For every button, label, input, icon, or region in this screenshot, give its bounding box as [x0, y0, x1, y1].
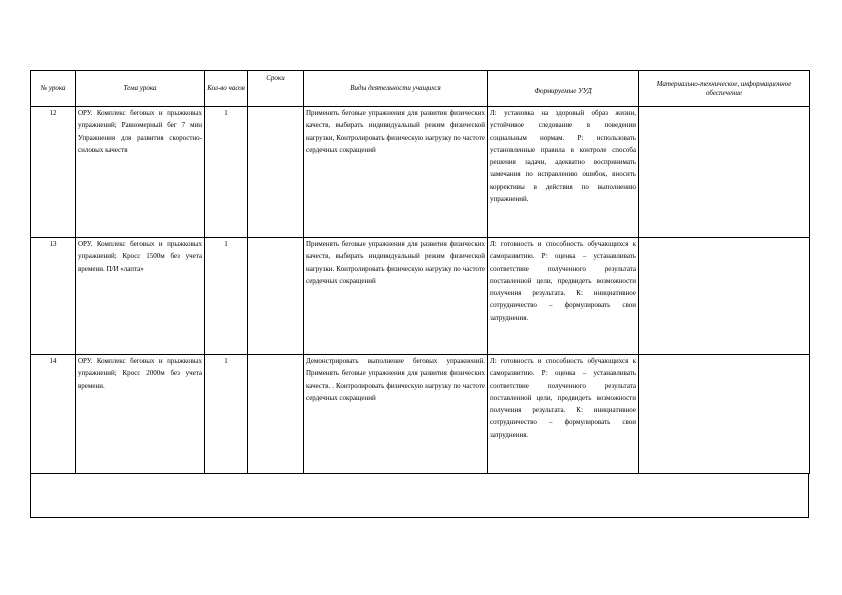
header-dates: Сроки [248, 71, 304, 107]
cell-lesson-number: 12 [31, 107, 76, 238]
empty-footer-box [30, 474, 809, 518]
header-topic: Тема урока [76, 71, 205, 107]
cell-activities: Применять беговые упражнения для развития физических качеств, выбирать индивидуальный режим физической нагрузки, Контролировать физическую нагрузку по частоте сердечных сокращений [304, 107, 488, 238]
cell-hours: 1 [205, 107, 248, 238]
cell-hours: 1 [205, 355, 248, 474]
cell-topic: ОРУ. Комплекс беговых и прыжковых упражнений; Кросс 1500м без учета времени. П/И «лапта» [76, 238, 205, 355]
table-row [31, 238, 810, 355]
cell-lesson-number: 14 [31, 355, 76, 474]
cell-topic: ОРУ. Комплекс беговых и прыжковых упражнений; Равномерный бег 7 мин Упражнения для развития скоростно-силовых качеств [76, 107, 205, 238]
cell-dates [248, 355, 304, 474]
lesson-plan-table [30, 70, 810, 474]
cell-materials [639, 238, 810, 355]
cell-uud: Л: готовность и способность обучающихся к саморазвитию. Р: оценка – устанавливать соответствие полученного результата поставленной цели, предвидеть возможности получения результата. К: инициативное сотрудничество – формулировать свои затруднения. [488, 238, 639, 355]
header-uud: Формируемые УУД [488, 71, 639, 107]
table-header-row [31, 71, 810, 107]
table-row [31, 355, 810, 474]
cell-activities: Демонстрировать выполнение беговых упражнений. Применять беговые упражнения для развития физических качеств. . Контролировать физическую нагрузку по частоте сердечных сокращений [304, 355, 488, 474]
cell-materials [639, 107, 810, 238]
cell-uud: Л: готовность и способность обучающихся к саморазвитию. Р: оценка – устанавливать соответствие полученного результата поставленной цели, предвидеть возможности получения результата. К: инициативное сотрудничество – формулировать свои затруднения. [488, 355, 639, 474]
header-materials: Материально-техническое, информационное обеспечение [639, 71, 810, 107]
cell-activities: Применять беговые упражнения для развития физических качеств, выбирать индивидуальный режим физической нагрузки. Контролировать физическую нагрузку по частоте сердечных сокращений [304, 238, 488, 355]
header-lesson-number: № урока [31, 71, 76, 107]
cell-uud: Л: установка на здоровый образ жизни, устойчивое следование в поведении социальным нормам. Р: использовать установленные правила в контроле способа решения задачи, адекватно воспринимать замечания по исправлению ошибок, вносить коррективы в действия по выполнению упражнений. [488, 107, 639, 238]
cell-topic: ОРУ. Комплекс беговых и прыжковых упражнений; Кросс 2000м без учета времени. [76, 355, 205, 474]
cell-hours: 1 [205, 238, 248, 355]
cell-materials [639, 355, 810, 474]
table-row [31, 107, 810, 238]
cell-dates [248, 107, 304, 238]
cell-lesson-number: 13 [31, 238, 76, 355]
header-activities: Виды деятельности учащихся [304, 71, 488, 107]
header-hours: Кол-во часов [205, 71, 248, 107]
cell-dates [248, 238, 304, 355]
